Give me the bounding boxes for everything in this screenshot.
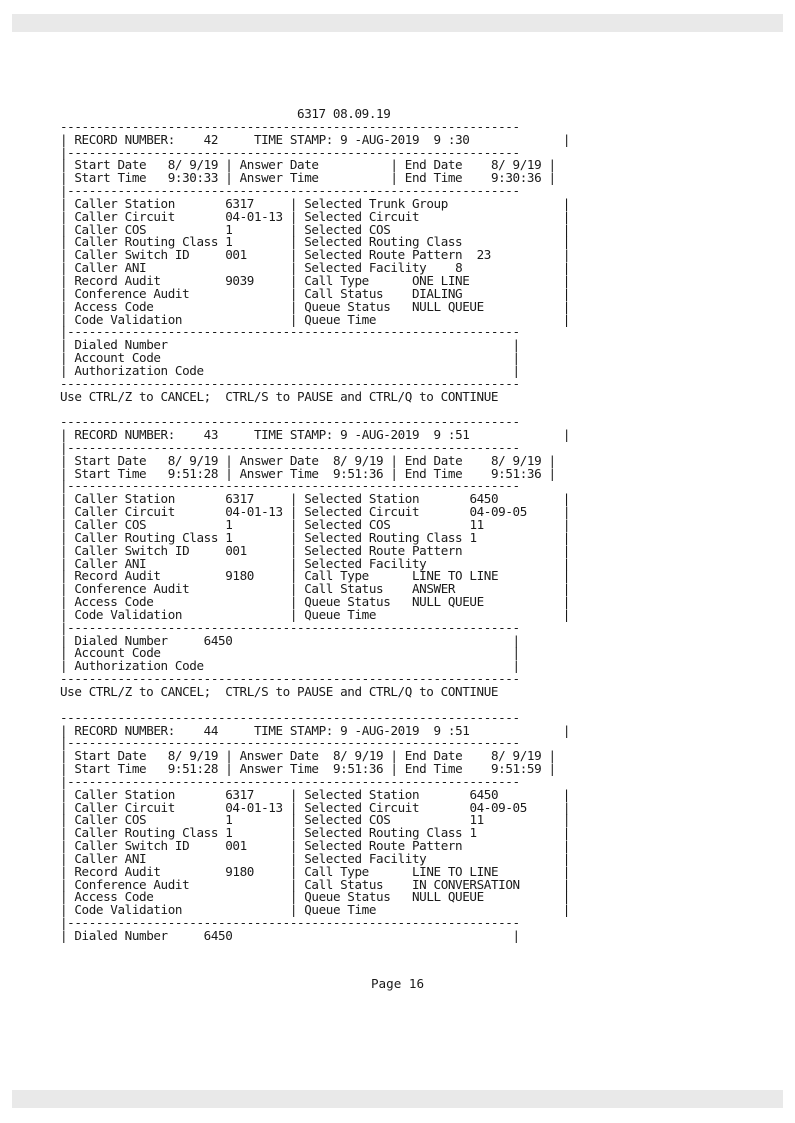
call-record-printout [60, 108, 570, 943]
report-header: 6317 08.09.19 [297, 106, 391, 121]
page-number: Page 16 [370, 976, 425, 991]
scan-bottom-band [12, 1090, 783, 1108]
record-block: ---------------------------------------------------------------- | RECORD NUMBER: 44 TIME STAMP: 9 -AUG-2019 9 :51 | |--------------------------------------------------------------- | Start Date 8/ 9/19 | Answer Date 8/ 9/19 | End Date 8/ 9/19 | | Start Time 9:51:28 | Answer Time 9:51:36 | End Time 9:51:59 | |--------------------------------------------------------------- | Caller Station 6317 | Selected Station 6450 | | Caller Circuit 04-01-13 | Selected Circuit 04-09-05 | | Caller COS 1 | Selected COS 11 | | Caller Routing Class 1 | Selected Routing Class 1 | | Caller Switch ID 001 | Selected Route Pattern | | Caller ANI | Selected Facility | | Record Audit 9180 | Call Type LINE TO LINE | | Conference Audit | Call Status IN CONVERSATION | | Access Code | Queue Status NULL QUEUE | | Code Validation | Queue Time | |--------------------------------------------------------------- | Dialed Number 6450 | [60, 709, 571, 943]
record-block: ---------------------------------------------------------------- | RECORD NUMBER: 42 TIME STAMP: 9 -AUG-2019 9 :30 | |--------------------------------------------------------------- | Start Date 8/ 9/19 | Answer Date | End Date 8/ 9/19 | | Start Time 9:30:33 | Answer Time | End Time 9:30:36 | |--------------------------------------------------------------- | Caller Station 6317 | Selected Trunk Group | | Caller Circuit 04-01-13 | Selected Circuit | | Caller COS 1 | Selected COS | | Caller Routing Class 1 | Selected Routing Class | | Caller Switch ID 001 | Selected Route Pattern 23 | | Caller ANI | Selected Facility 8 | | Record Audit 9039 | Call Type ONE LINE | | Conference Audit | Call Status DIALING | | Access Code | Queue Status NULL QUEUE | | Code Validation | Queue Time | |--------------------------------------------------------------- | Dialed Number | | Account Code | | Authorization Code | ---------------------------------------------------------------- [60, 118, 571, 391]
prompt-line: Use CTRL/Z to CANCEL; CTRL/S to PAUSE and CTRL/Q to CONTINUE [60, 683, 499, 699]
scan-top-band [12, 14, 783, 32]
prompt-line: Use CTRL/Z to CANCEL; CTRL/S to PAUSE and CTRL/Q to CONTINUE [60, 388, 499, 404]
record-block: ---------------------------------------------------------------- | RECORD NUMBER: 43 TIME STAMP: 9 -AUG-2019 9 :51 | |--------------------------------------------------------------- | Start Date 8/ 9/19 | Answer Date 8/ 9/19 | End Date 8/ 9/19 | | Start Time 9:51:28 | Answer Time 9:51:36 | End Time 9:51:36 | |--------------------------------------------------------------- | Caller Station 6317 | Selected Station 6450 | | Caller Circuit 04-01-13 | Selected Circuit 04-09-05 | | Caller COS 1 | Selected COS 11 | | Caller Routing Class 1 | Selected Routing Class 1 | | Caller Switch ID 001 | Selected Route Pattern | | Caller ANI | Selected Facility | | Record Audit 9180 | Call Type LINE TO LINE | | Conference Audit | Call Status ANSWER | | Access Code | Queue Status NULL QUEUE | | Code Validation | Queue Time | |--------------------------------------------------------------- | Dialed Number 6450 | | Account Code | | Authorization Code | ---------------------------------------------------------------- [60, 414, 571, 687]
